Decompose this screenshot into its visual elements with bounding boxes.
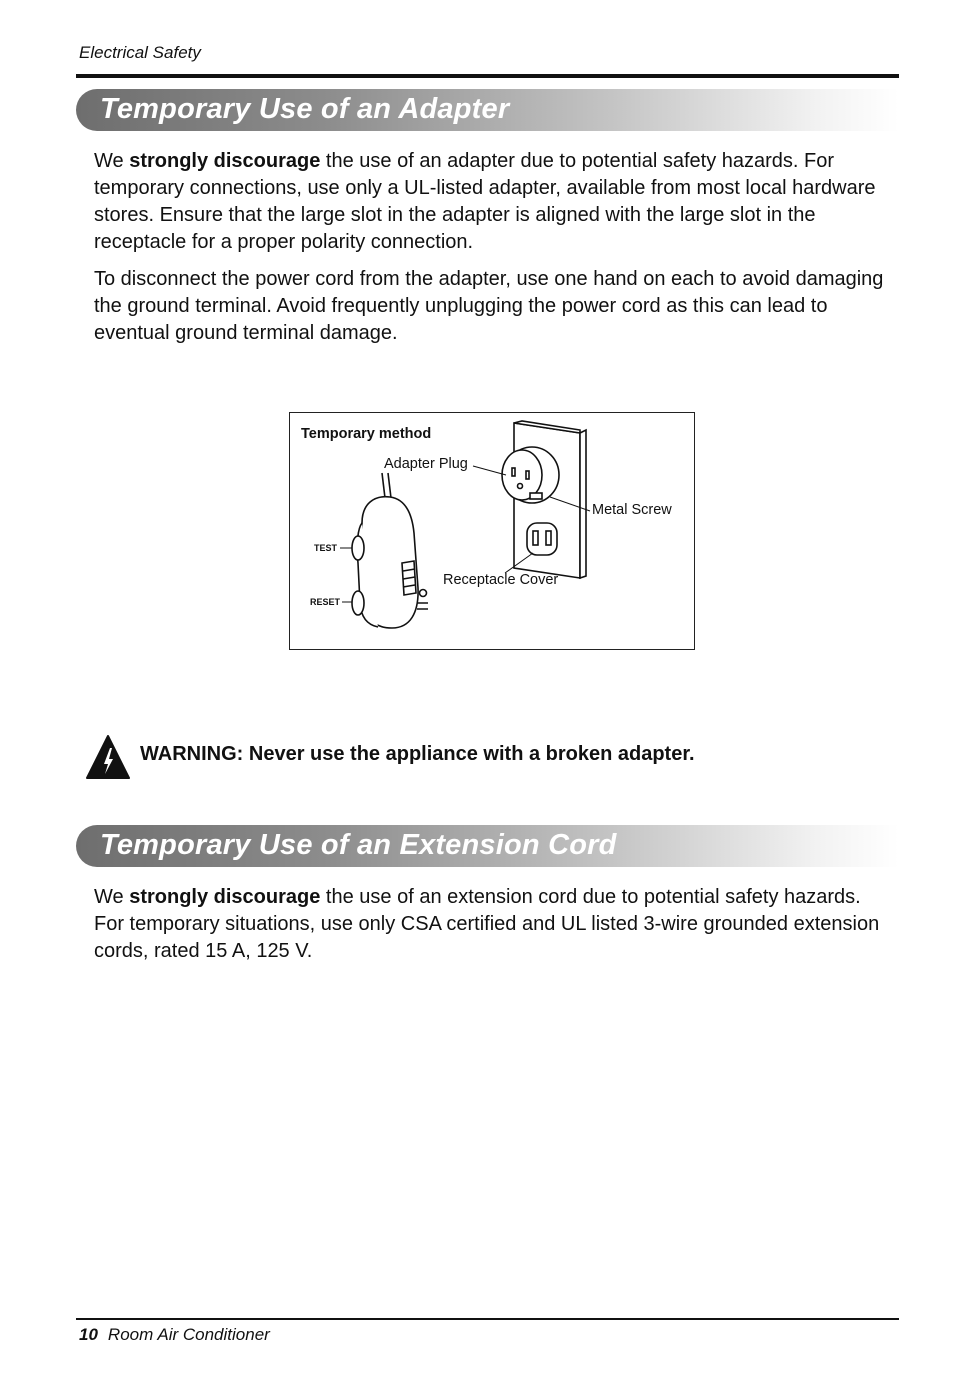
label-test: TEST	[314, 543, 338, 553]
header-section-label: Electrical Safety	[79, 43, 201, 62]
warning-text: WARNING: Never use the appliance with a broken adapter.	[140, 743, 695, 765]
high-voltage-warning-icon	[85, 734, 131, 780]
label-adapter-plug: Adapter Plug	[384, 456, 468, 472]
paragraph-extension-cord: We strongly discourage the use of an extension cord due to potential safety hazards. For temporary situations, use only CSA certified and UL listed 3-wire grounded extension cords, rated 15 A, 125 V.	[94, 886, 880, 962]
section-title: Temporary Use of an Adapter	[100, 93, 510, 125]
figure-title: Temporary method	[301, 426, 432, 442]
paragraph-adapter-intro: We strongly discourage the use of an adapter due to potential safety hazards. For temporary connections, use only a UL-listed adapter, available from most local hardware stores. Ensure that the large slot in the adapter is aligned with the large slot in the receptacle for a proper polarity connection.	[94, 150, 876, 253]
paragraph-adapter-disconnect: To disconnect the power cord from the adapter, use one hand on each to avoid damaging the ground terminal. Avoid frequently unplugging the power cord as this can lead to eventual ground terminal damage.	[94, 268, 884, 344]
section-bar-extension-cord	[76, 825, 899, 867]
header-rule	[76, 74, 899, 78]
label-reset: RESET	[310, 597, 341, 607]
page-number: 10	[79, 1325, 98, 1344]
gfci-plug-drawing	[352, 473, 428, 628]
button-leader-lines	[340, 548, 352, 602]
label-receptacle-cover: Receptacle Cover	[443, 572, 559, 588]
section-title: Temporary Use of an Extension Cord	[100, 829, 617, 861]
adapter-plug-drawing	[502, 447, 559, 503]
adapter-illustration	[290, 413, 694, 649]
emphasis-text: strongly discourage	[129, 886, 321, 908]
label-metal-screw: Metal Screw	[592, 502, 672, 518]
receptacle-outlet-drawing	[527, 523, 557, 555]
footer-rule	[76, 1318, 899, 1320]
emphasis-text: strongly discourage	[129, 150, 321, 172]
document-title: Room Air Conditioner	[107, 1325, 270, 1344]
footer	[79, 1325, 270, 1345]
adapter-figure	[289, 412, 695, 650]
section-bar-adapter	[76, 89, 899, 131]
